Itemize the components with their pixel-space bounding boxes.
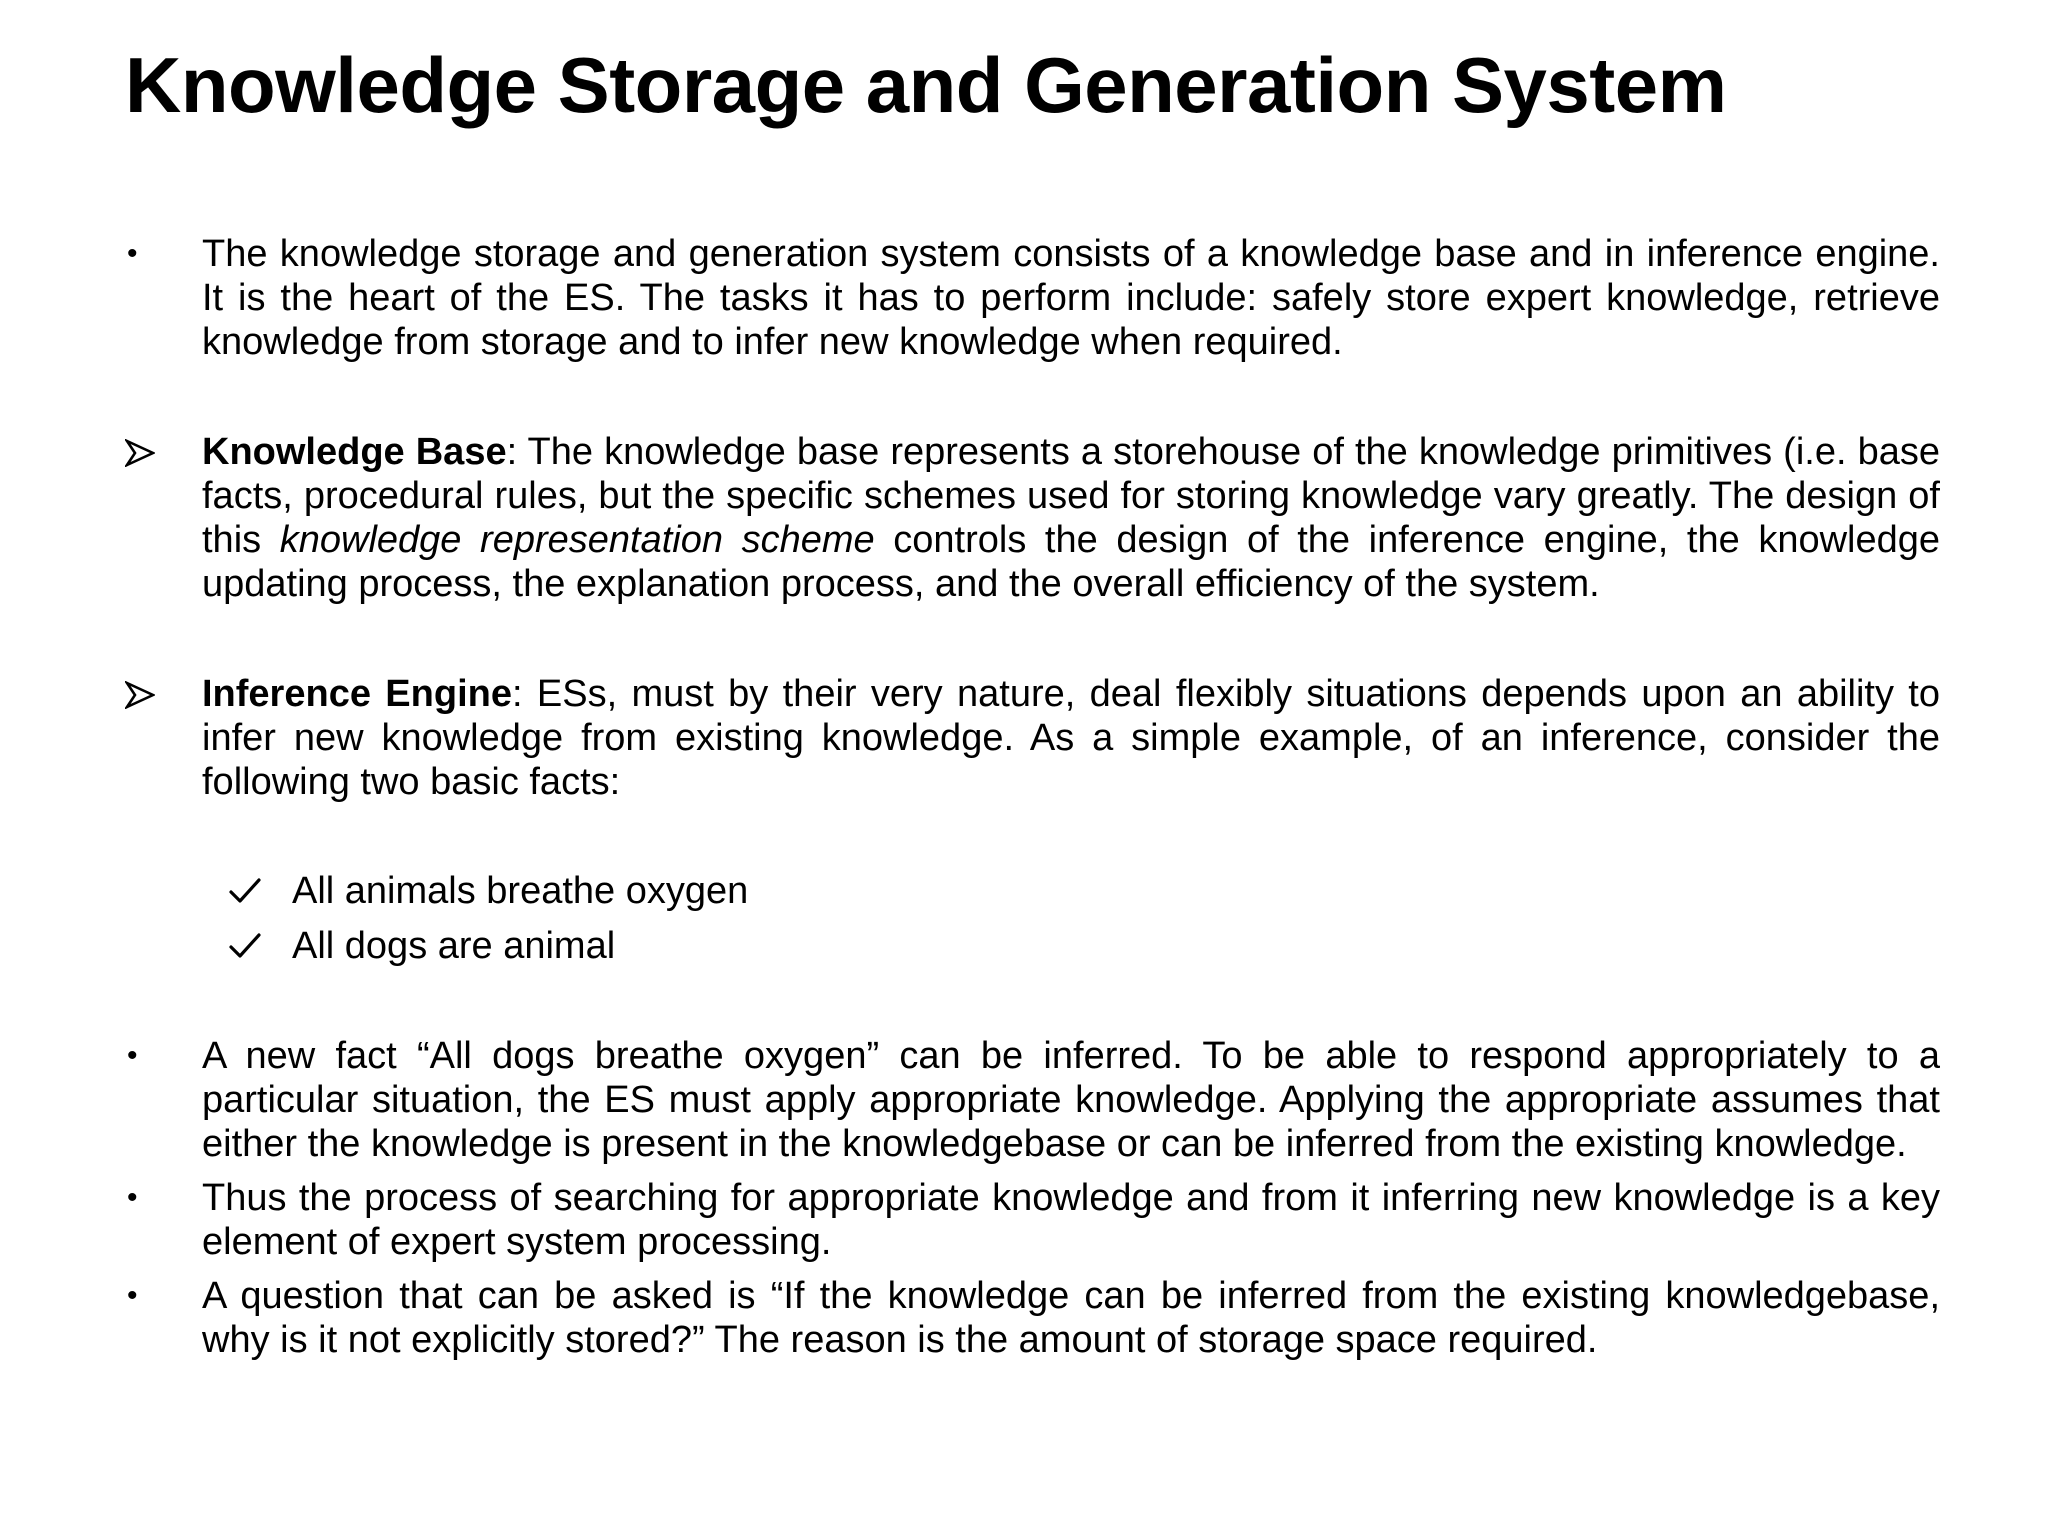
inference-engine-text: : ESs, must by their very nature, deal flexibly situations depends upon an ability to infer new knowledge from existing knowledge. As a simple example, of an inference, consider the following two basic facts:: [202, 673, 1940, 803]
bullet-dot-icon: •: [127, 1039, 138, 1072]
bullet-paragraph: [125, 1176, 1940, 1264]
bullet-text: Thus the process of searching for appropriate knowledge and from it inferring new knowledge is a key element of expert system processing.: [202, 1177, 1940, 1263]
knowledge-representation-scheme: knowledge representation scheme: [279, 519, 875, 561]
bullet-text: A new fact “All dogs breathe oxygen” can be inferred. To be able to respond appropriately to a particular situation, the ES must apply appropriate knowledge. Applying the appropriate assumes that either the knowledge is present in the knowledgebase or can be inferred from the existing knowledge.: [202, 1035, 1940, 1165]
bullet-paragraph: [125, 1274, 1940, 1362]
bullet-dot-icon: •: [127, 237, 138, 270]
arrowhead-bullet-icon: [125, 430, 185, 477]
bullet-text: A question that can be asked is “If the knowledge can be inferred from the existing knowledgebase, why is it not explicitly stored?” The reason is the amount of storage space required.: [202, 1275, 1940, 1361]
facts-list: [228, 864, 1940, 974]
bullet-paragraph: [125, 1034, 1940, 1166]
checkmark-icon: [228, 919, 278, 976]
intro-paragraph: [125, 232, 1940, 364]
inference-engine-term: Inference Engine: [202, 673, 512, 715]
checkmark-icon: [228, 864, 278, 921]
fact-item: [228, 864, 1940, 919]
arrowhead-bullet-icon: [125, 672, 185, 719]
fact-item: [228, 919, 1940, 974]
intro-text: The knowledge storage and generation system consists of a knowledge base and in inference engine. It is the heart of the ES. The tasks it has to perform include: safely store expert knowledge, retrieve knowledge from storage and to infer new knowledge when required.: [202, 233, 1940, 363]
inference-engine-paragraph: [125, 672, 1940, 804]
fact-text: All animals breathe oxygen: [292, 870, 749, 912]
knowledge-base-paragraph: [125, 430, 1940, 606]
knowledge-base-text-1: : The knowledge base represents a storehouse of the knowledge primitives (i.e. base facts, procedural rules, but the specific schemes used for storing knowledge vary greatly. The design of this: [202, 431, 1940, 561]
fact-text: All dogs are animal: [292, 925, 616, 967]
bullet-dot-icon: •: [127, 1181, 138, 1214]
knowledge-base-term: Knowledge Base: [202, 431, 507, 473]
knowledge-base-text-2: controls the design of the inference engine, the knowledge updating process, the explanation process, and the overall efficiency of the system.: [202, 519, 1940, 605]
slide-body: [125, 232, 1940, 1362]
slide-title: Knowledge Storage and Generation System: [125, 41, 1727, 129]
bullet-dot-icon: •: [127, 1279, 138, 1312]
